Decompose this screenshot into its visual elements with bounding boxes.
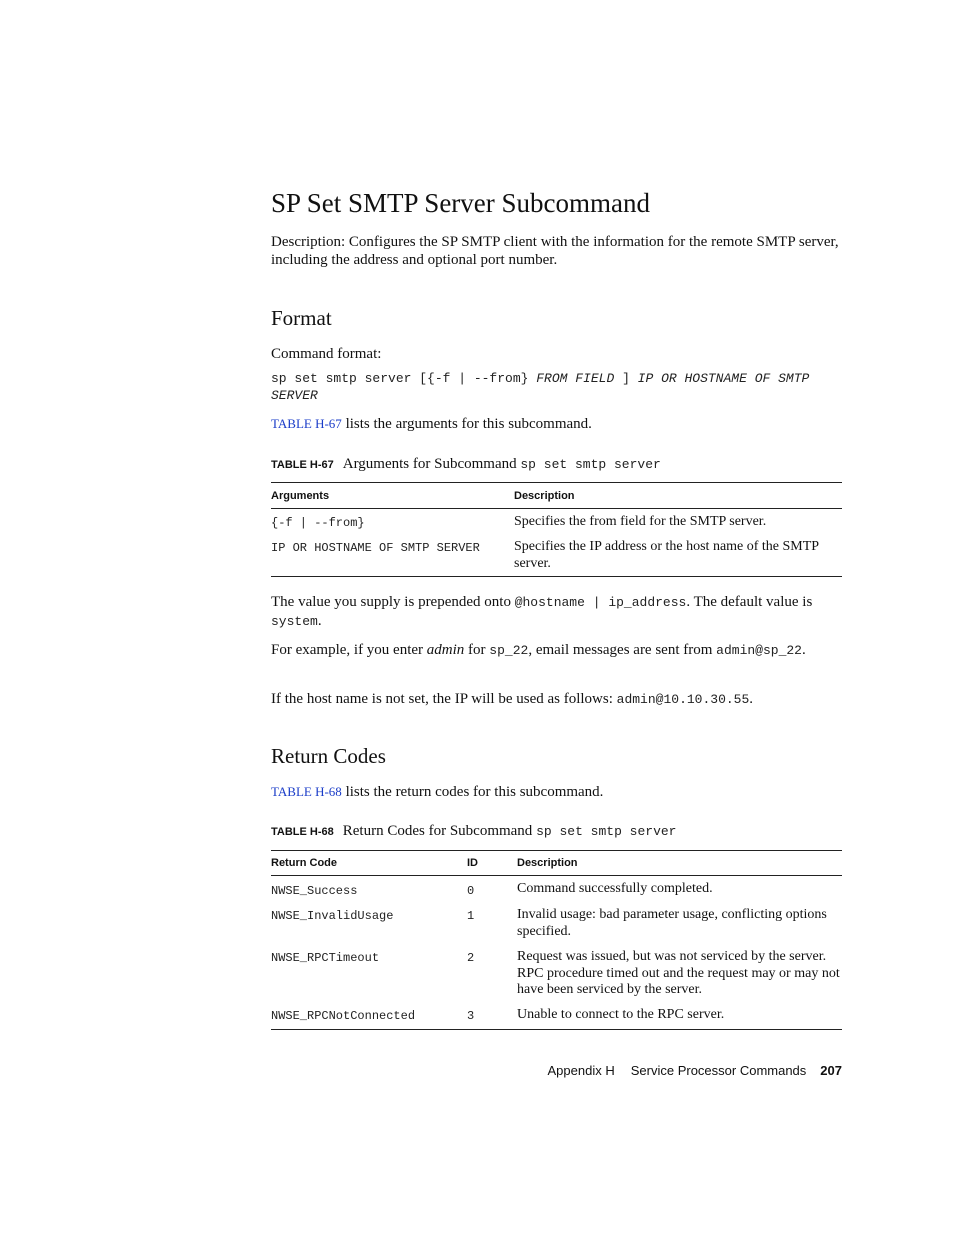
table-row	[271, 509, 842, 536]
table-row	[271, 535, 842, 577]
return-codes-heading: Return Codes	[271, 744, 386, 768]
column-header: ID	[467, 856, 478, 869]
table-header-row	[271, 850, 842, 876]
table-h68	[271, 850, 842, 1030]
emphasis: admin	[426, 642, 465, 658]
argument-cell: IP OR HOSTNAME OF SMTP SERVER	[271, 541, 480, 555]
text: for	[464, 642, 490, 658]
syntax-placeholder-from-field: FROM FIELD	[536, 371, 615, 386]
table-h68-caption-text: Return Codes for Subcommand	[342, 823, 537, 839]
hostname-not-set-paragraph	[271, 690, 842, 709]
id-cell: 1	[467, 909, 475, 923]
inline-code: @hostname | ip_address	[514, 595, 687, 610]
table-h67-caption-code: sp set smtp server	[520, 457, 661, 472]
format-heading: Format	[271, 306, 332, 330]
table-h67	[271, 483, 842, 577]
text: The value you supply is prepended onto	[271, 594, 515, 610]
page-number: 207	[820, 1063, 842, 1078]
table-row	[271, 902, 842, 940]
description-cell: Invalid usage: bad parameter usage, conflicting options specified.	[517, 907, 827, 939]
text: .	[749, 691, 754, 707]
return-code-cell: NWSE_InvalidUsage	[271, 909, 394, 923]
description-cell: Command successfully completed.	[517, 881, 713, 896]
id-cell: 3	[467, 1008, 475, 1023]
page-footer	[548, 1063, 842, 1078]
table-h67-ref-text: lists the arguments for this subcommand.	[341, 416, 592, 432]
example-paragraph	[271, 641, 842, 660]
text: , email messages are sent from	[528, 642, 717, 658]
inline-code: sp_22	[489, 643, 529, 658]
table-h67-caption	[271, 456, 842, 473]
command-format-label: Command format:	[271, 346, 382, 362]
description-paragraph: Description: Configures the SP SMTP client with the information for the remote SMTP server, including the address and optional port number.	[271, 234, 839, 268]
footer-section: Service Processor Commands	[630, 1063, 807, 1078]
description-cell: Request was issued, but was not serviced by the server. RPC procedure timed out and the request may or may not have been serviced by the server.	[517, 949, 840, 997]
text: .	[802, 642, 806, 658]
column-header: Return Code	[271, 856, 337, 869]
table-h67-link[interactable]: TABLE H-67	[271, 416, 342, 431]
description-cell: Specifies the IP address or the host name of the SMTP server.	[514, 539, 819, 571]
description-cell: Specifies the from field for the SMTP server.	[514, 514, 767, 529]
return-code-cell: NWSE_RPCNotConnected	[271, 1008, 416, 1023]
table-h67-reference	[271, 415, 842, 433]
table-h67-label: TABLE H-67	[271, 459, 334, 471]
prepend-paragraph	[271, 593, 842, 631]
table-h68-caption-code: sp set smtp server	[536, 824, 677, 839]
text: . The default value is	[686, 594, 813, 610]
inline-code: admin@10.10.30.55	[616, 692, 750, 707]
argument-cell: {-f | --from}	[271, 516, 365, 530]
text: If the host name is not set, the IP will be used as follows:	[271, 691, 617, 707]
syntax-part: sp set smtp server [{-f | --from}	[271, 371, 537, 386]
inline-code: system	[271, 614, 318, 629]
column-header: Arguments	[271, 489, 330, 502]
table-row	[271, 876, 842, 903]
return-code-cell: NWSE_Success	[271, 884, 358, 898]
table-row	[271, 940, 842, 999]
return-code-cell: NWSE_RPCTimeout	[271, 951, 380, 965]
text: .	[317, 613, 322, 629]
column-header: Description	[514, 489, 575, 502]
text: For example, if you enter	[271, 642, 427, 658]
footer-appendix: Appendix H	[547, 1063, 615, 1078]
table-h68-reference	[271, 783, 842, 801]
page-title: SP Set SMTP Server Subcommand	[271, 188, 651, 218]
inline-code: admin@sp_22	[716, 643, 802, 658]
description-cell: Unable to connect to the RPC server.	[517, 1006, 725, 1022]
table-h68-caption	[271, 823, 842, 840]
table-h68-label: TABLE H-68	[271, 826, 334, 838]
column-header: Description	[517, 856, 578, 869]
table-h68-link[interactable]: TABLE H-68	[271, 784, 342, 799]
table-row	[271, 999, 842, 1030]
syntax-placeholder-host: IP OR HOSTNAME OF SMTP SERVER	[271, 371, 810, 403]
table-header-row	[271, 483, 842, 509]
id-cell: 2	[467, 951, 475, 965]
syntax-part: ]	[614, 371, 638, 386]
command-syntax	[271, 370, 842, 404]
table-h67-caption-text: Arguments for Subcommand	[342, 456, 521, 472]
id-cell: 0	[467, 884, 475, 898]
table-h68-ref-text: lists the return codes for this subcommand.	[341, 784, 604, 800]
